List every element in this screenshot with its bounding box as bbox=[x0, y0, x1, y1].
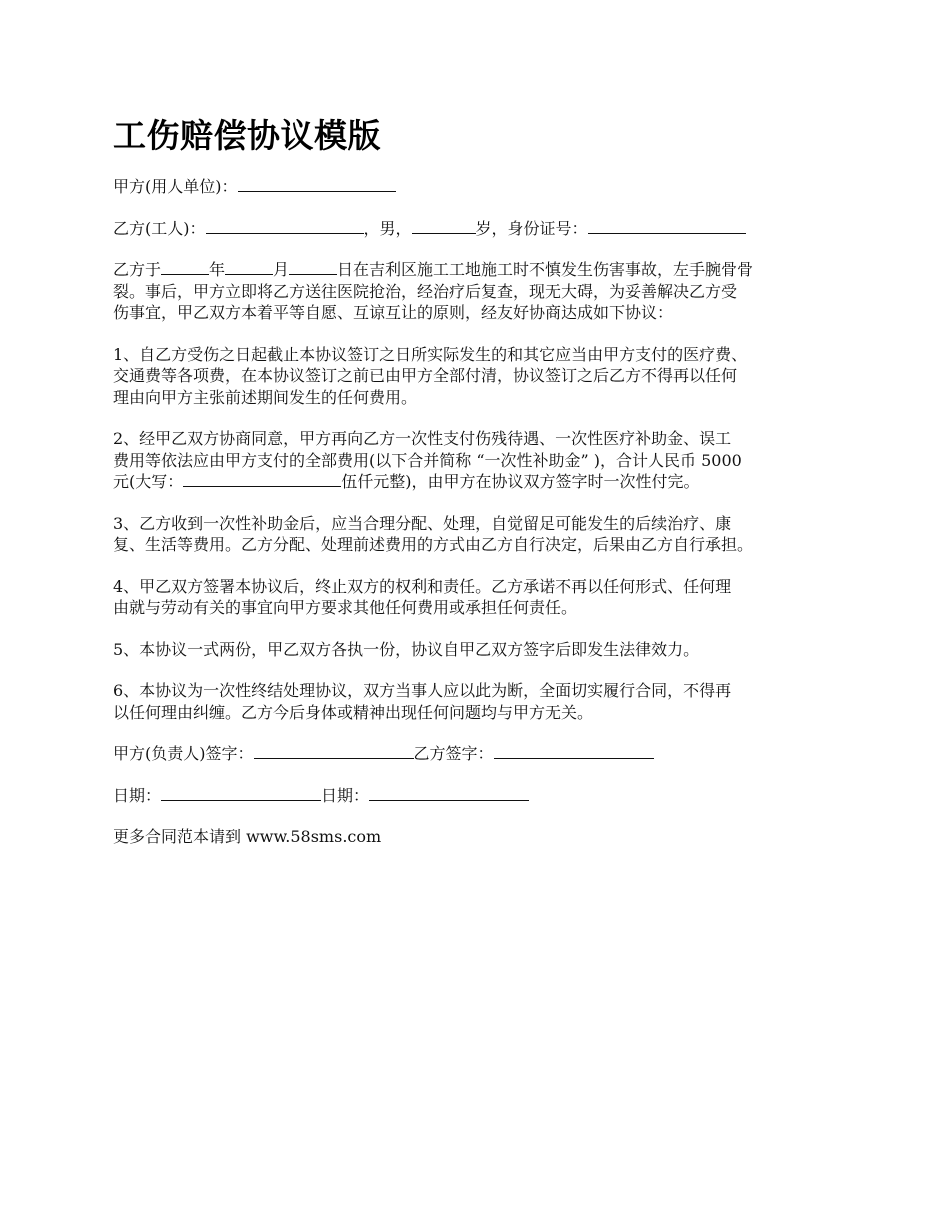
party-b-id-label: 岁，身份证号： bbox=[475, 218, 588, 238]
clause-3 bbox=[113, 513, 853, 556]
party-b-age-blank bbox=[412, 218, 476, 234]
clause-1 bbox=[113, 344, 853, 409]
amount-words-rest: 伍仟元整)，由甲方在协议双方签字时一次性付完。 bbox=[341, 472, 700, 491]
clause-6-line-2: 以任何理由纠缠。乙方今后身体或精神出现任何问题均与甲方无关。 bbox=[113, 702, 594, 722]
date-blank-1 bbox=[161, 785, 321, 801]
amount-words-blank bbox=[183, 471, 341, 487]
party-b-name-blank bbox=[206, 218, 364, 234]
intro-line-3: 伤事宜，甲乙双方本着平等自愿、互谅互让的原则，经友好协商达成如下协议： bbox=[113, 303, 674, 322]
day-blank bbox=[289, 259, 337, 275]
clause-6 bbox=[113, 680, 853, 723]
clause-6-line-1: 6、本协议为一次性终结处理协议，双方当事人应以此为断，全面切实履行合同，不得再 bbox=[113, 681, 732, 700]
clause-5-line-1: 5、本协议一式两份，甲乙双方各执一份，协议自甲乙双方签字后即发生法律效力。 bbox=[113, 639, 700, 659]
document-page bbox=[113, 112, 853, 868]
clause-4 bbox=[113, 576, 853, 619]
date-blank-2 bbox=[369, 785, 529, 801]
party-a-label: 甲方(用人单位)： bbox=[113, 177, 238, 196]
clause-1-line-3: 理由向甲方主张前述期间发生的任何费用。 bbox=[113, 387, 418, 407]
party-b-signature-blank bbox=[494, 743, 654, 759]
clause-3-line-1: 3、乙方收到一次性补助金后，应当合理分配、处理，自觉留足可能发生的后续治疗、康 bbox=[113, 513, 732, 533]
month-label: 月 bbox=[273, 260, 290, 279]
date-line bbox=[113, 785, 853, 807]
party-b-label: 乙方(工人)： bbox=[113, 218, 206, 238]
party-a-signature-blank bbox=[254, 743, 414, 759]
year-blank bbox=[161, 259, 209, 275]
party-b-signature-label: 乙方签字： bbox=[413, 744, 494, 763]
month-blank bbox=[225, 259, 273, 275]
party-a-signature-label: 甲方(负责人)签字： bbox=[113, 744, 254, 763]
clause-4-line-2: 由就与劳动有关的事宜向甲方要求其他任何费用或承担任何责任。 bbox=[113, 598, 578, 617]
clause-1-line-1: 1、自乙方受伤之日起截止本协议签订之日所实际发生的和其它应当由甲方支付的医疗费、 bbox=[113, 344, 748, 364]
party-b-line bbox=[113, 218, 853, 240]
intro-day-rest: 日在吉利区施工工地施工时不慎发生伤害事故，左手腕骨骨 bbox=[337, 260, 754, 279]
document-title: 工伤赔偿协议模版 bbox=[113, 116, 381, 155]
clause-4-line-1: 4、甲乙双方签署本协议后，终止双方的权利和责任。乙方承诺不再以任何形式、任何理 bbox=[113, 576, 732, 596]
clause-2-line-3 bbox=[113, 471, 853, 493]
footer-note: 更多合同范本请到 www.58sms.com bbox=[113, 827, 382, 846]
amount-words-label: 元(大写： bbox=[113, 472, 184, 491]
intro-line-1 bbox=[113, 259, 853, 281]
intro-prefix: 乙方于 bbox=[113, 260, 162, 279]
party-a-line bbox=[113, 176, 853, 198]
clause-2 bbox=[113, 428, 853, 493]
date-label-2: 日期： bbox=[321, 785, 370, 805]
intro-line-2: 裂。事后，甲方立即将乙方送往医院抢治，经治疗后复查，现无大碍，为妥善解决乙方受 bbox=[113, 281, 738, 301]
clause-1-line-2: 交通费等各项费，在本协议签订之前已由甲方全部付清，协议签订之后乙方不得再以任何 bbox=[113, 366, 738, 385]
party-b-id-blank bbox=[588, 218, 746, 234]
signature-line bbox=[113, 743, 853, 765]
party-a-blank bbox=[238, 176, 396, 192]
year-label: 年 bbox=[209, 260, 226, 279]
date-label-1: 日期： bbox=[113, 785, 162, 805]
intro-paragraph bbox=[113, 259, 853, 324]
clause-2-line-1: 2、经甲乙双方协商同意，甲方再向乙方一次性支付伤残待遇、一次性医疗补助金、误工 bbox=[113, 429, 732, 448]
party-b-gender: ，男， bbox=[363, 218, 412, 238]
clause-5 bbox=[113, 639, 853, 661]
clause-3-line-2: 复、生活等费用。乙方分配、处理前述费用的方式由乙方自行决定，后果由乙方自行承担。 bbox=[113, 535, 754, 554]
clause-2-line-2: 费用等依法应由甲方支付的全部费用(以下合并简称 “一次性补助金” )，合计人民币 5000 bbox=[113, 450, 742, 470]
